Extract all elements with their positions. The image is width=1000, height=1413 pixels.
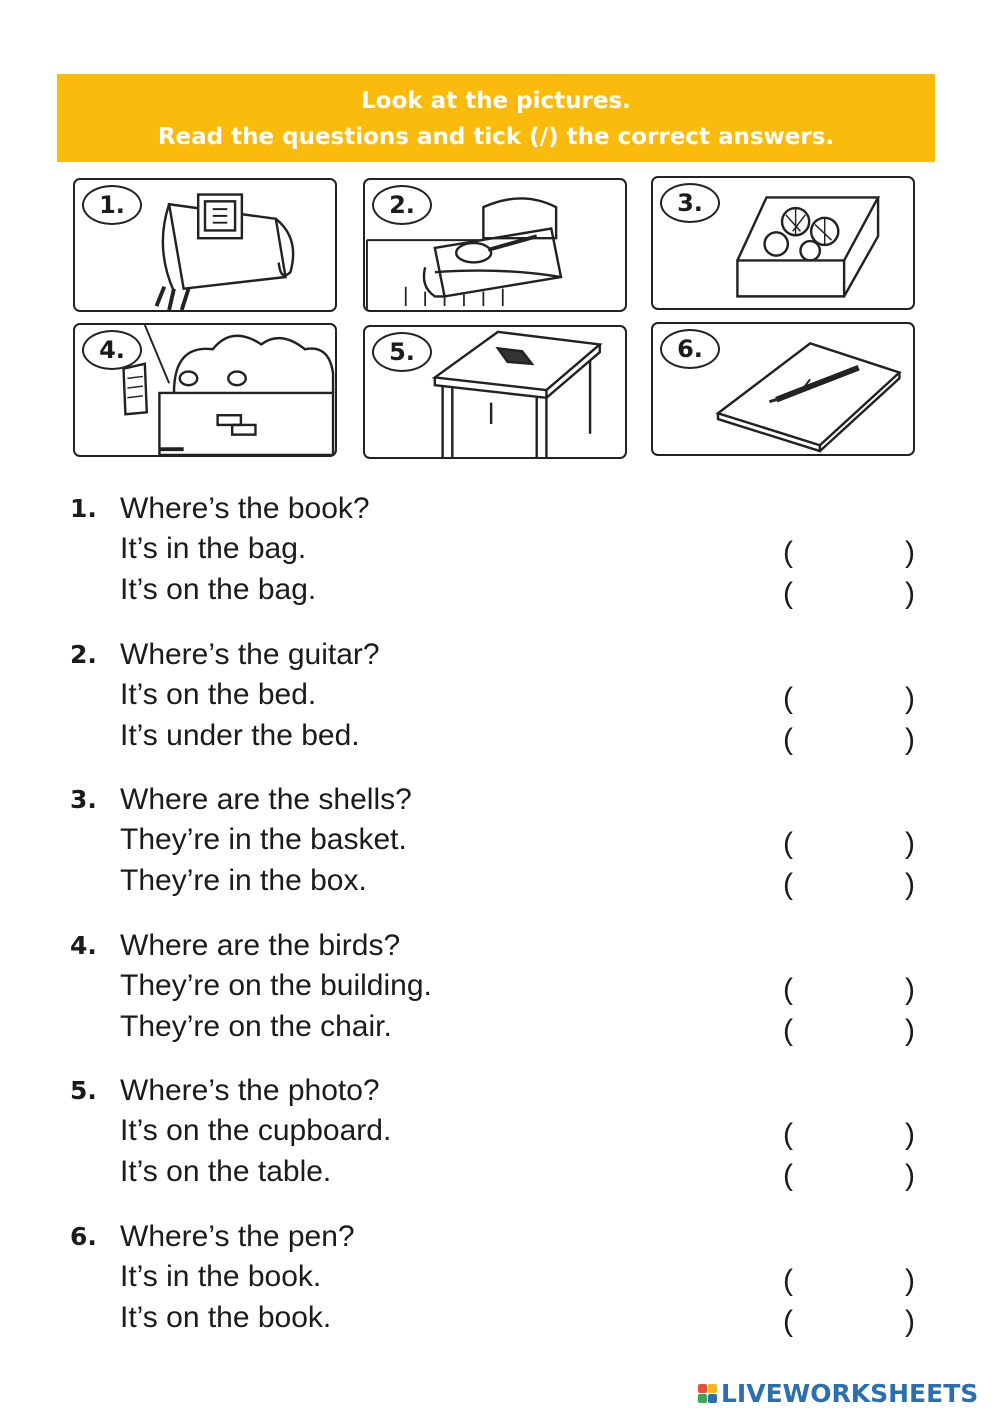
picture-1 [73,178,337,312]
paren-close: ) [905,868,915,901]
question-text: Where’s the pen? [120,1220,355,1253]
answer-option-a: It’s on the bed. [120,678,317,711]
tick-mark [821,1117,871,1153]
brand-name: LIVEWORKSHEETS [721,1378,979,1408]
question-number: 2. [70,640,97,669]
picture-2 [363,178,627,312]
instructions-line-2: Read the questions and tick (/) the correct answers. [157,124,835,150]
instructions-banner [57,74,935,162]
answer-option-a: They’re on the building. [120,969,432,1002]
paren-open: ( [783,723,793,756]
picture-number: 1. [82,185,142,225]
tick-mark [821,535,871,571]
paren-close: ) [905,1159,915,1192]
picture-3 [651,176,915,310]
tick-mark [821,722,871,758]
paren-close: ) [905,1264,915,1297]
paren-close: ) [905,723,915,756]
answer-option-a: It’s on the cupboard. [120,1114,392,1147]
tick-mark [821,681,871,717]
answer-option-a: They’re in the basket. [120,823,407,856]
paren-open: ( [783,973,793,1006]
answer-option-b: It’s on the bag. [120,573,317,606]
paren-open: ( [783,536,793,569]
paren-open: ( [783,682,793,715]
answer-option-a: It’s in the bag. [120,532,307,565]
picture-4 [73,323,337,457]
picture-number: 2. [372,185,432,225]
paren-close: ) [905,1014,915,1047]
question-text: Where’s the guitar? [120,638,380,671]
answer-option-b: It’s under the bed. [120,719,360,752]
tick-mark [821,867,871,903]
tick-mark [821,1158,871,1194]
paren-open: ( [783,827,793,860]
instructions-line-1: Look at the pictures. [361,88,631,114]
paren-open: ( [783,1118,793,1151]
answer-option-b: It’s on the table. [120,1155,332,1188]
liveworksheets-logo-icon [698,1384,717,1403]
question-number: 5. [70,1076,97,1105]
tick-box-b[interactable] [783,576,923,612]
paren-close: ) [905,973,915,1006]
picture-number: 6. [660,329,720,369]
picture-number: 5. [372,332,432,372]
paren-close: ) [905,1118,915,1151]
question-text: Where are the birds? [120,929,401,962]
tick-box-a[interactable] [783,1117,923,1153]
picture-5 [363,325,627,459]
paren-open: ( [783,1305,793,1338]
tick-box-b[interactable] [783,1158,923,1194]
paren-close: ) [905,827,915,860]
picture-number: 4. [82,330,142,370]
question-number: 1. [70,494,97,523]
paren-open: ( [783,1264,793,1297]
question-text: Where are the shells? [120,783,412,816]
question-number: 4. [70,931,97,960]
answer-option-b: It’s on the book. [120,1301,332,1334]
paren-open: ( [783,577,793,610]
question-number: 6. [70,1222,97,1251]
picture-6 [651,322,915,456]
tick-box-b[interactable] [783,867,923,903]
tick-box-b[interactable] [783,722,923,758]
tick-mark [821,1263,871,1299]
answer-option-b: They’re in the box. [120,864,367,897]
liveworksheets-logo[interactable] [698,1378,978,1408]
tick-mark [821,1013,871,1049]
question-text: Where’s the book? [120,492,370,525]
paren-close: ) [905,536,915,569]
picture-number: 3. [660,183,720,223]
paren-open: ( [783,868,793,901]
tick-box-a[interactable] [783,826,923,862]
question-text: Where’s the photo? [120,1074,380,1107]
tick-box-b[interactable] [783,1304,923,1340]
tick-mark [821,1304,871,1340]
answer-option-a: It’s in the book. [120,1260,322,1293]
paren-open: ( [783,1159,793,1192]
paren-open: ( [783,1014,793,1047]
paren-close: ) [905,577,915,610]
tick-box-a[interactable] [783,1263,923,1299]
tick-box-a[interactable] [783,972,923,1008]
answer-option-b: They’re on the chair. [120,1010,392,1043]
tick-box-a[interactable] [783,535,923,571]
tick-mark [821,826,871,862]
paren-close: ) [905,1305,915,1338]
tick-box-b[interactable] [783,1013,923,1049]
paren-close: ) [905,682,915,715]
tick-box-a[interactable] [783,681,923,717]
tick-mark [821,576,871,612]
question-number: 3. [70,785,97,814]
tick-mark [821,972,871,1008]
